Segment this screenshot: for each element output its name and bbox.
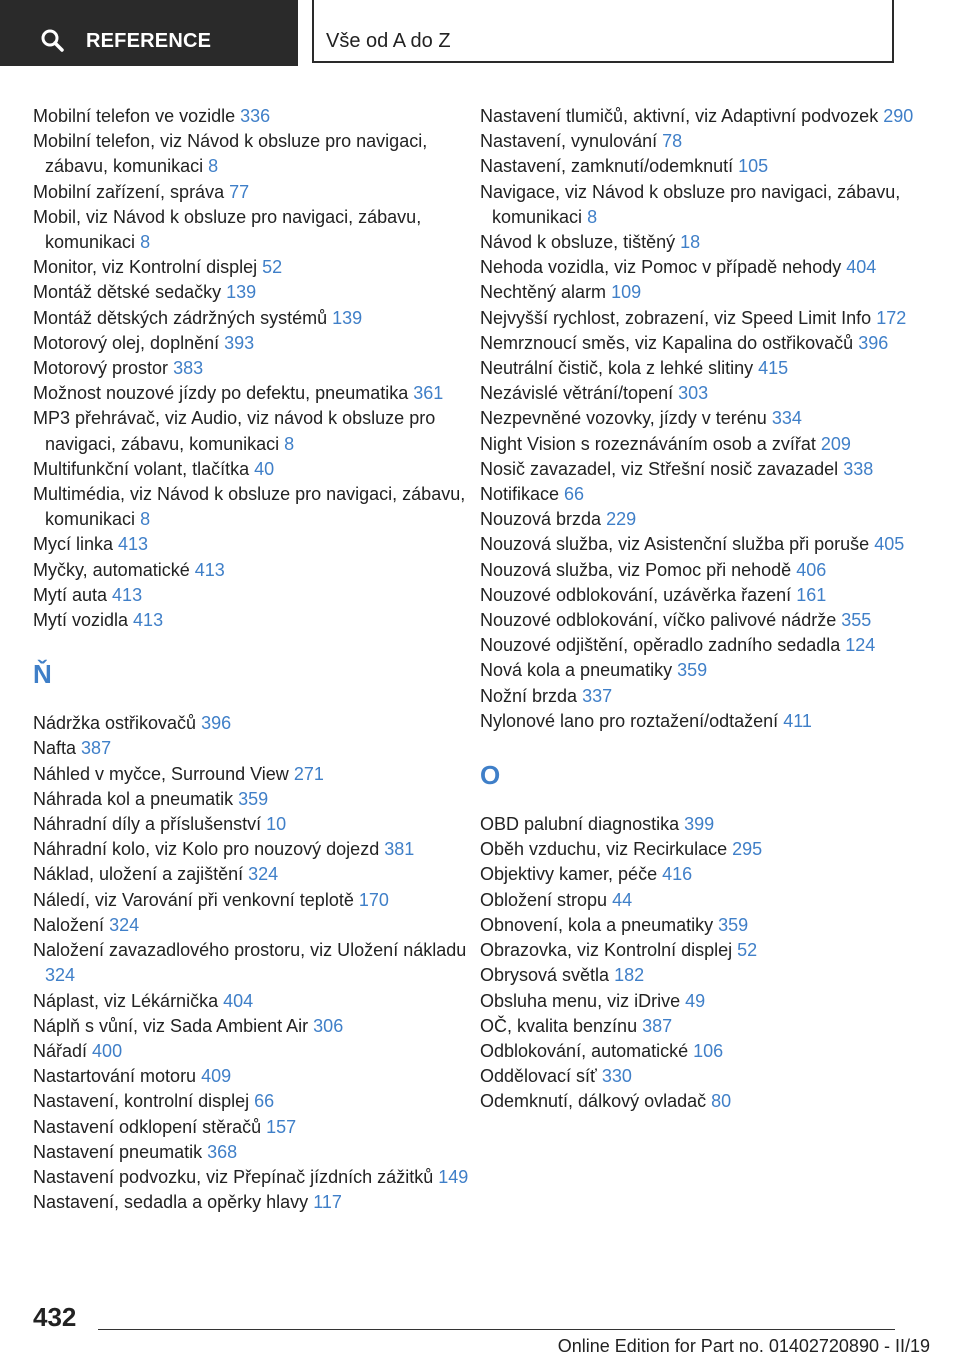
index-entry-text: Nylonové lano pro roztažení/odtažení [480,710,779,731]
index-entry [480,180,920,230]
index-column-left [33,104,473,1215]
index-page-link[interactable]: 337 [582,685,613,706]
index-entry [33,1089,473,1114]
index-page-link[interactable]: 124 [845,635,876,656]
index-page-link[interactable]: 149 [438,1166,469,1187]
index-entry-text: Motorový prostor [33,358,169,379]
index-entry [33,608,473,633]
index-entry-text: Obsluha menu, viz iDrive [480,990,681,1011]
index-page-link[interactable]: 271 [293,763,324,784]
index-entry [480,989,920,1014]
index-page-link[interactable]: 413 [118,534,149,555]
index-entry-text: Nosič zavazadel, viz Střešní nosič zavazadel [480,458,839,479]
index-entry-text: Nastavení odklopení stěračů [33,1116,262,1137]
index-entry [480,1089,920,1114]
index-entry-text: Nouzová brzda [480,509,602,530]
index-page-link[interactable]: 405 [874,534,905,555]
index-entry-text: Nehoda vozidla, viz Pomoc v případě nehody [480,257,842,278]
index-page-link[interactable]: 8 [284,433,295,454]
index-entry-text: Multimédia, viz Návod k obsluze pro navigaci, zábavu, komunikaci [33,484,466,530]
index-page-link[interactable]: 290 [883,106,914,126]
index-page-link[interactable]: 387 [642,1015,673,1036]
index-entry [33,381,473,406]
index-entry-text: Monitor, viz Kontrolní displej [33,257,258,278]
index-entry [480,255,920,280]
index-entry [480,331,920,356]
index-entry [33,1064,473,1089]
index-entry [33,913,473,938]
index-entry [480,684,920,709]
index-entry [480,1014,920,1039]
index-entry [480,633,920,658]
index-entry-text: Nastavení, vynulování [480,131,658,152]
index-entry-text: Nastartování motoru [33,1066,197,1087]
index-entry [480,812,920,837]
index-entry-text: Nastavení tlumičů, aktivní, viz Adaptivní podvozek [480,106,879,126]
index-entry-text: Odblokování, automatické [480,1040,689,1061]
index-page-link[interactable]: 295 [732,839,763,860]
index-page-link[interactable]: 52 [262,257,283,278]
index-entry-text: Neutrální čistič, kola z lehké slitiny [480,358,754,379]
index-page-link[interactable]: 209 [820,433,851,454]
index-entry-text: Náplast, viz Lékárnička [33,990,219,1011]
index-entry-text: OBD palubní diagnostika [480,814,680,835]
index-page-link[interactable]: 406 [796,559,827,580]
index-entry [33,1140,473,1165]
index-entry-text: Nouzová služba, viz Asistenční služba při poruše [480,534,870,555]
index-entry [33,888,473,913]
reference-tab[interactable] [0,0,298,66]
index-entry-text: Nastavení pneumatik [33,1141,203,1162]
index-letter-heading: O [480,760,501,791]
index-page-link[interactable]: 334 [771,408,802,429]
index-entry-text: Náledí, viz Varování při venkovní teplotě [33,889,354,910]
index-entry [33,837,473,862]
index-entry-text: OČ, kvalita benzínu [480,1015,638,1036]
index-entry [33,938,473,988]
index-page-link[interactable]: 416 [662,864,693,885]
index-page-link[interactable]: 400 [92,1040,123,1061]
index-entry [480,963,920,988]
index-entry-text: Možnost nouzové jízdy po defektu, pneumatika [33,383,409,404]
index-page-link[interactable]: 66 [254,1091,275,1112]
index-entry-text: Obložení stropu [480,889,608,910]
index-page-link[interactable]: 409 [201,1066,232,1087]
index-entry [33,1014,473,1039]
reference-tab-label: REFERENCE [86,30,212,52]
index-entry [480,1039,920,1064]
index-page-link[interactable]: 359 [677,660,708,681]
index-entry [33,331,473,356]
index-entry [480,306,920,331]
index-entry-text: Nářadí [33,1040,88,1061]
index-entry-text: Night Vision s rozeznáváním osob a zvířat [480,433,816,454]
search-icon [40,28,66,59]
index-entry [480,482,920,507]
index-page-link[interactable]: 8 [140,509,151,530]
index-entry-text: Náhradní díly a příslušenství [33,814,262,835]
index-entry-text: Myčky, automatické [33,559,190,580]
index-entry [33,1039,473,1064]
index-page-link[interactable]: 404 [846,257,877,278]
index-page-link[interactable]: 413 [133,610,164,631]
index-page-link[interactable]: 306 [313,1015,344,1036]
index-entry-text: Nouzová služba, viz Pomoc při nehodě [480,559,792,580]
edition-footer: Online Edition for Part no. 01402720890 - II/19 [557,1336,930,1356]
index-entry-text: Nádržka ostřikovačů [33,713,197,734]
index-page-link[interactable]: 411 [783,710,812,731]
index-entry [33,306,473,331]
index-page-link[interactable]: 368 [207,1141,238,1162]
index-page-link[interactable]: 139 [332,307,363,328]
index-entry-text: Nezávislé větrání/topení [480,383,674,404]
index-page-link[interactable]: 415 [758,358,789,379]
index-page-link[interactable]: 170 [358,889,389,910]
index-entry [480,837,920,862]
index-page-link[interactable]: 18 [680,232,701,253]
index-page-link[interactable]: 393 [224,332,255,353]
index-entry [33,129,473,179]
index-entry [33,532,473,557]
index-entry [480,608,920,633]
index-entry [33,711,473,736]
index-entry [33,787,473,812]
index-page-link[interactable]: 387 [81,738,112,759]
index-entry [480,129,920,154]
index-page-link[interactable]: 172 [876,307,907,328]
index-entry-text: Mytí vozidla [33,610,129,631]
index-entry [33,406,473,456]
index-entry-text: Nová kola a pneumatiky [480,660,673,681]
index-entry-text: Mycí linka [33,534,114,555]
index-entry [480,658,920,683]
index-entry-text: Montáž dětských zádržných systémů [33,307,328,328]
index-entry [33,862,473,887]
index-entry [33,104,473,129]
index-entry [480,507,920,532]
index-entry-text: Nechtěný alarm [480,282,607,303]
index-page-link[interactable]: 80 [711,1091,732,1112]
index-entry-text: Nastavení, sedadla a opěrky hlavy [33,1192,309,1213]
index-page-link[interactable]: 359 [238,788,269,809]
index-entry [33,736,473,761]
index-entry [480,381,920,406]
index-entry-text: Mobilní zařízení, správa [33,181,225,202]
index-entry [480,558,920,583]
index-entry [33,989,473,1014]
index-entry-text: Nouzové odjištění, opěradlo zadního sedadla [480,635,841,656]
index-entry [480,938,920,963]
index-entry-text: Obnovení, kola a pneumatiky [480,914,714,935]
index-entry-text: Oběh vzduchu, viz Recirkulace [480,839,728,860]
index-page-link[interactable]: 330 [601,1066,632,1087]
section-title: Vše od A do Z [326,30,451,52]
index-page-link[interactable]: 10 [266,814,287,835]
index-page-link[interactable]: 413 [112,584,143,605]
index-entry-text: Nemrznoucí směs, viz Kapalina do ostřikovačů [480,332,854,353]
index-page-link[interactable]: 8 [208,156,219,177]
index-page-link[interactable]: 105 [738,156,769,177]
index-entry [33,482,473,532]
index-entry-text: Montáž dětské sedačky [33,282,222,303]
index-entry [480,154,920,179]
index-page-link[interactable]: 336 [240,106,271,126]
index-page-link[interactable]: 355 [841,610,872,631]
index-entry-text: Mobilní telefon ve vozidle [33,106,236,126]
index-page-link[interactable]: 8 [587,206,598,227]
index-entry [480,280,920,305]
index-page-link[interactable]: 324 [45,965,76,986]
index-entry-text: Náhrada kol a pneumatik [33,788,234,809]
index-page-link[interactable]: 66 [564,484,585,505]
index-entry [480,583,920,608]
index-page-link[interactable]: 361 [413,383,444,404]
index-entry-text: Náplň s vůní, viz Sada Ambient Air [33,1015,309,1036]
index-entry-text: Nastavení, kontrolní displej [33,1091,250,1112]
index-page-link[interactable]: 78 [662,131,683,152]
index-entry [33,255,473,280]
index-entry-text: Mobil, viz Návod k obsluze pro navigaci, zábavu, komunikaci [33,206,422,253]
index-page-link[interactable]: 161 [796,584,827,605]
index-entry-text: Mytí auta [33,584,108,605]
page-number: 432 [33,1302,77,1332]
index-page-link[interactable]: 404 [223,990,254,1011]
index-entry [33,1190,473,1215]
index-entry-text: Nejvyšší rychlost, zobrazení, viz Speed Limit Info [480,307,872,328]
index-entry [33,280,473,305]
index-page-link[interactable]: 324 [109,914,140,935]
index-entry [480,432,920,457]
index-entry-text: Náklad, uložení a zajištění [33,864,244,885]
index-entry [33,205,473,255]
index-page-link[interactable]: 396 [858,332,889,353]
index-column-right [480,104,920,1115]
index-entry [480,709,920,734]
index-entry-text: Nastavení podvozku, viz Přepínač jízdních zážitků [33,1166,434,1187]
index-page-link[interactable]: 117 [313,1192,342,1213]
index-entry-text: Obrazovka, viz Kontrolní displej [480,940,733,961]
index-entry-text: Náhled v myčce, Surround View [33,763,289,784]
index-entry-text: Odemknutí, dálkový ovladač [480,1091,707,1112]
index-letter-heading: Ň [33,659,52,690]
index-page-link[interactable]: 182 [614,965,645,986]
index-page-link[interactable]: 383 [173,358,204,379]
index-entry [480,532,920,557]
index-entry-text: Objektivy kamer, péče [480,864,658,885]
index-entry [33,1115,473,1140]
index-entry-text: Motorový olej, doplnění [33,332,220,353]
index-page-link[interactable]: 49 [685,990,706,1011]
index-entry [480,406,920,431]
index-page-link[interactable]: 399 [684,814,715,835]
index-entry-text: MP3 přehrávač, viz Audio, viz návod k obsluze pro navigaci, zábavu, komunikaci [33,408,436,454]
index-page-link[interactable]: 396 [201,713,232,734]
index-entry-text: Obrysová světla [480,965,610,986]
index-entry [33,762,473,787]
index-page-link[interactable]: 359 [718,914,749,935]
index-page-link[interactable]: 324 [248,864,279,885]
index-entry [33,180,473,205]
index-entry [480,356,920,381]
index-entry-text: Multifunkční volant, tlačítka [33,458,250,479]
index-entry-text: Nouzové odblokování, víčko palivové nádrže [480,610,837,631]
index-page-link[interactable]: 303 [678,383,709,404]
index-entry [33,583,473,608]
index-entry-text: Nezpevněné vozovky, jízdy v terénu [480,408,767,429]
index-page-link[interactable]: 52 [737,940,758,961]
index-page-link[interactable]: 40 [254,458,275,479]
index-entry [480,888,920,913]
index-entry [480,1064,920,1089]
index-page-link[interactable]: 8 [140,232,151,253]
index-entry [480,913,920,938]
index-page-link[interactable]: 44 [612,889,633,910]
index-entry-text: Oddělovací síť [480,1066,597,1087]
index-entry-text: Mobilní telefon, viz Návod k obsluze pro navigaci, zábavu, komunikaci [33,131,428,177]
index-entry-text: Nastavení, zamknutí/odemknutí [480,156,734,177]
index-entry [33,1165,473,1190]
index-entry [480,862,920,887]
index-entry [480,457,920,482]
index-entry-text: Naložení [33,914,105,935]
index-page-link[interactable]: 413 [194,559,225,580]
index-entry-text: Náhradní kolo, viz Kolo pro nouzový dojezd [33,839,380,860]
index-entry-text: Naložení zavazadlového prostoru, viz Uložení nákladu [33,940,467,961]
index-page-link[interactable]: 157 [266,1116,297,1137]
index-entry [33,356,473,381]
index-page-link[interactable]: 77 [229,181,250,202]
index-page-link[interactable]: 106 [693,1040,724,1061]
index-entry-text: Nafta [33,738,77,759]
index-page-link[interactable]: 109 [611,282,642,303]
footer-divider [98,1329,895,1330]
index-entry [480,230,920,255]
index-entry-text: Navigace, viz Návod k obsluze pro navigaci, zábavu, komunikaci [480,181,901,227]
index-page-link[interactable]: 139 [226,282,257,303]
index-entry [480,104,920,129]
index-entry-text: Návod k obsluze, tištěný [480,232,676,253]
index-entry-text: Nouzové odblokování, uzávěrka řazení [480,584,792,605]
index-page-link[interactable]: 381 [384,839,415,860]
index-entry-text: Notifikace [480,484,560,505]
index-entry [33,558,473,583]
index-entry [33,457,473,482]
section-header [312,0,894,63]
index-entry-text: Nožní brzda [480,685,578,706]
index-page-link[interactable]: 338 [843,458,874,479]
index-entry [33,812,473,837]
index-page-link[interactable]: 229 [606,509,637,530]
